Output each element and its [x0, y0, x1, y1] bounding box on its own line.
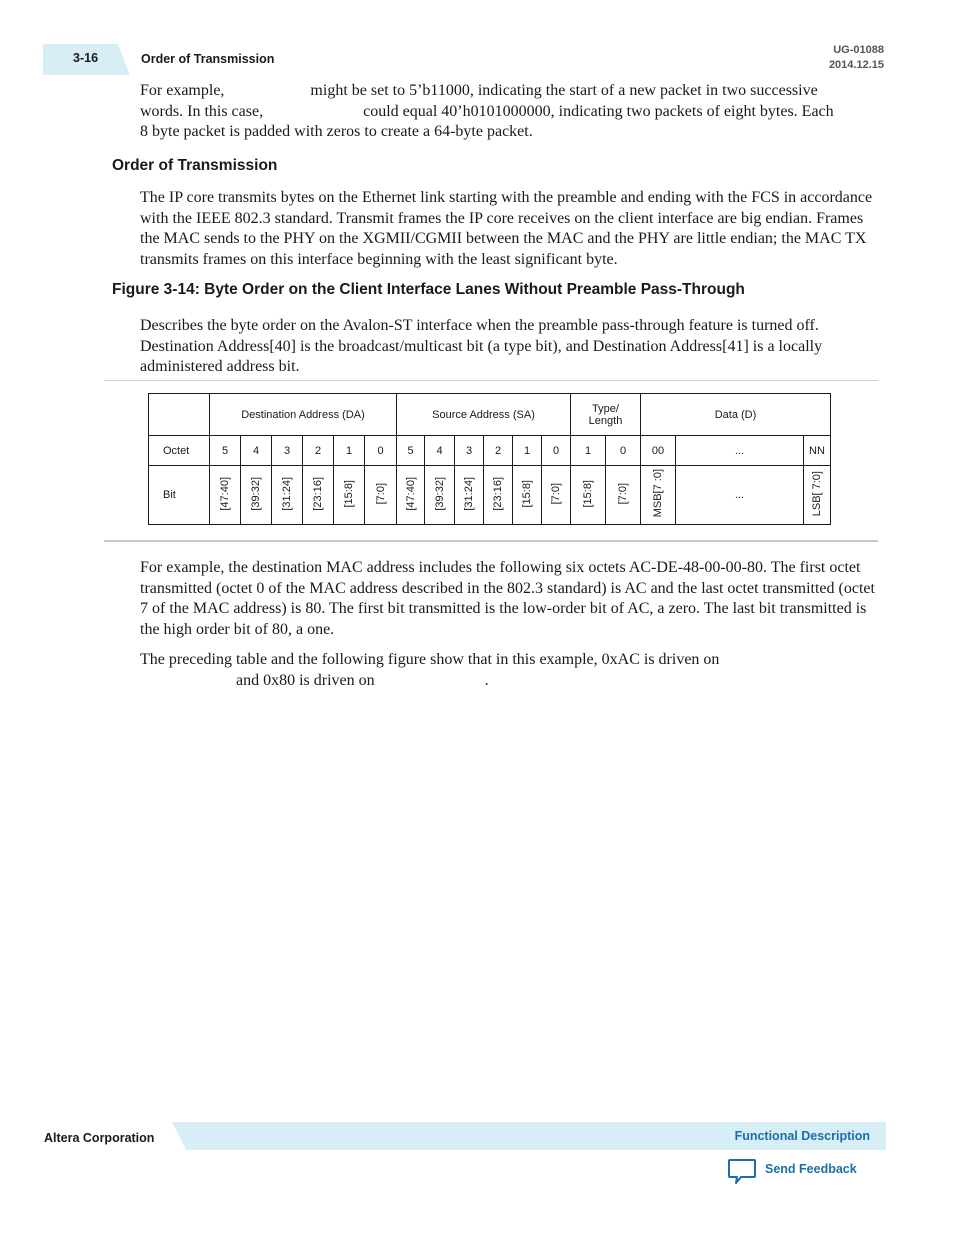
bit-cell: ...: [676, 466, 804, 525]
bit-range: [39:32]: [433, 476, 446, 511]
bit-cell: [571, 466, 606, 525]
octet-cell: 0: [542, 436, 571, 466]
example-paragraph-1: For example, the destination MAC address includes the following six octets AC-DE-48-00-00-80. The first octet transmitted (octet 0 of the MAC address described in the 802.3 standard) is AC and the last octet transmitted (octet 7 of the MAC address) is 80. The first bit transmitted is the low-order bit of AC, a zero. The last bit transmitted is the high order bit of 80, a one.: [140, 559, 875, 638]
octet-cell: ...: [676, 436, 804, 466]
bit-row: [149, 466, 831, 525]
length-label: Length: [588, 414, 623, 427]
bit-cell: [210, 466, 241, 525]
bit-range: [31:24]: [281, 476, 293, 511]
octet-cell: 00: [641, 436, 676, 466]
bit-range: [47:40]: [404, 476, 417, 511]
figure-caption: Figure 3-14: Byte Order on the Client Interface Lanes Without Preamble Pass-Through: [112, 281, 745, 298]
bit-cell: [606, 466, 641, 525]
example-paragraph-2: [140, 650, 880, 691]
octet-cell: 5: [210, 436, 241, 466]
octet-cell: 3: [272, 436, 303, 466]
example-p2-line2-a: and 0x80 is driven on: [236, 671, 375, 689]
bit-cell: [303, 466, 334, 525]
intro-line3: 8 byte packet is padded with zeros to create a 64-byte packet.: [140, 123, 533, 140]
doc-id: UG-01088: [833, 44, 884, 56]
bit-cell: [425, 466, 455, 525]
bit-range: LSB[ 7:0]: [811, 470, 823, 517]
type-label: Type/: [592, 402, 619, 415]
group-da: Destination Address (DA): [210, 394, 397, 436]
intro-line2-a: words. In this case,: [140, 102, 264, 120]
doc-date: 2014.12.15: [828, 59, 884, 71]
bit-cell: [397, 466, 425, 525]
octet-cell: 3: [455, 436, 484, 466]
group-type-length: [571, 394, 641, 436]
octet-label: Octet: [149, 436, 210, 466]
octet-cell: 2: [303, 436, 334, 466]
footer-section-link[interactable]: Functional Description: [734, 1129, 870, 1143]
octet-row: [149, 436, 831, 466]
bit-range: [31:24]: [463, 476, 475, 511]
section-heading: Order of Transmission: [112, 157, 278, 174]
octet-cell: 0: [606, 436, 641, 466]
bit-cell: [484, 466, 513, 525]
bit-range: [7:0]: [550, 482, 562, 505]
bit-cell: [804, 466, 831, 525]
octet-cell: 4: [241, 436, 272, 466]
header-section-title: Order of Transmission: [141, 52, 275, 66]
footer-corporation: Altera Corporation: [44, 1131, 155, 1145]
octet-cell: 4: [425, 436, 455, 466]
bit-range: [15:8]: [343, 479, 355, 508]
bit-cell: [241, 466, 272, 525]
octet-cell: 2: [484, 436, 513, 466]
section-body: The IP core transmits bytes on the Ethernet link starting with the preamble and ending with the FCS in accordance with the IEEE 802.3 standard. Transmit frames the IP core receives on the client interface are big endian. Frames the MAC sends to the PHY on the XGMII/CGMII between the MAC and the PHY are little endian; the MAC TX transmits frames on this interface beginning with the least significant byte.: [140, 189, 873, 268]
bit-cell: [365, 466, 397, 525]
group-sa: Source Address (SA): [397, 394, 571, 436]
bit-cell: [641, 466, 676, 525]
bit-range: [7:0]: [374, 482, 387, 505]
byte-order-table: [148, 393, 831, 525]
bit-range: [23:16]: [312, 476, 324, 511]
bit-range: [15:8]: [521, 479, 533, 508]
bit-cell: [334, 466, 365, 525]
intro-line1-b: might be set to 5’b11000, indicating the start of a new packet in two successive: [310, 82, 818, 99]
figure-description: Describes the byte order on the Avalon-ST interface when the preamble pass-through feature is turned off. Destination Address[40] is the broadcast/multicast bit (a type bit), and Destination Address[41] is a locally administered address bit.: [140, 317, 823, 375]
page-number: 3-16: [73, 51, 99, 65]
example-p2-line2-b: .: [484, 671, 489, 689]
bit-range: [39:32]: [250, 476, 262, 511]
bit-range: [7:0]: [617, 482, 629, 505]
bit-range: [15:8]: [582, 479, 594, 508]
figure-top-rule: [104, 380, 878, 381]
table-header-row: [149, 394, 831, 436]
corner-cell: [149, 394, 210, 436]
octet-cell: 5: [397, 436, 425, 466]
octet-cell: 1: [334, 436, 365, 466]
feedback-icon[interactable]: [727, 1158, 757, 1186]
doc-identifier: [829, 43, 884, 73]
bit-range: [23:16]: [492, 476, 504, 511]
octet-cell: NN: [804, 436, 831, 466]
bit-cell: [272, 466, 303, 525]
intro-line1-a: For example,: [140, 82, 225, 99]
example-p2-line1: The preceding table and the following figure show that in this example, 0xAC is driven on: [140, 651, 720, 668]
intro-paragraph: [140, 81, 880, 143]
bit-range: MSB[7 :0]: [652, 469, 664, 518]
octet-cell: 1: [513, 436, 542, 466]
group-data: Data (D): [641, 394, 831, 436]
bit-label: Bit: [149, 466, 210, 525]
octet-cell: 0: [365, 436, 397, 466]
intro-line2-b: could equal 40’h0101000000, indicating two packets of eight bytes. Each: [363, 102, 834, 120]
bit-cell: [513, 466, 542, 525]
figure-bottom-rule: [104, 540, 878, 542]
octet-cell: 1: [571, 436, 606, 466]
send-feedback-link[interactable]: Send Feedback: [765, 1162, 857, 1176]
bit-cell: [542, 466, 571, 525]
bit-cell: [455, 466, 484, 525]
bit-range: [47:40]: [219, 476, 231, 511]
